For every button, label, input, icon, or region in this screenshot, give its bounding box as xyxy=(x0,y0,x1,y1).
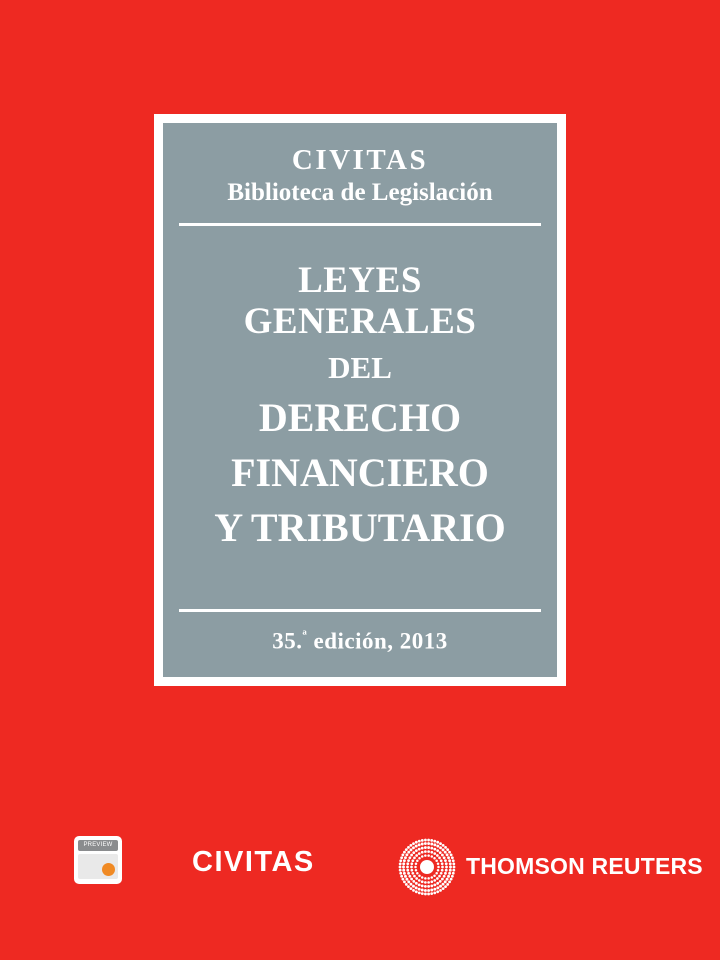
title-block xyxy=(163,226,557,610)
title-line-4: FINANCIERO xyxy=(231,450,489,496)
edition-block xyxy=(163,612,557,677)
title-line-1: LEYES GENERALES xyxy=(243,259,477,343)
ebook-icon-body xyxy=(78,854,118,879)
cover-footer xyxy=(0,820,720,900)
edition-text xyxy=(163,628,557,655)
ebook-icon-label: PREVIEW xyxy=(78,840,118,851)
brand-block xyxy=(163,123,557,223)
corporate-logo-text: THOMSON REUTERS xyxy=(466,853,703,879)
publisher-logo-text: CIVITAS xyxy=(192,846,315,878)
edition-ordinal: ª xyxy=(302,628,308,645)
title-line-5: Y TRIBUTARIO xyxy=(214,505,506,550)
ebook-icon-dot xyxy=(102,863,115,876)
edition-suffix: edición, 2013 xyxy=(307,629,448,654)
brand-name: CIVITAS xyxy=(291,144,429,176)
ebook-icon xyxy=(74,836,122,884)
title-line-3: DERECHO xyxy=(258,395,462,441)
cover-panel xyxy=(154,114,566,686)
brand-collection: Biblioteca de Legislación xyxy=(227,179,493,207)
thomson-reuters-starburst-icon xyxy=(398,838,456,896)
edition-number: 35. xyxy=(272,629,303,654)
title-line-2: DEL xyxy=(328,349,392,385)
